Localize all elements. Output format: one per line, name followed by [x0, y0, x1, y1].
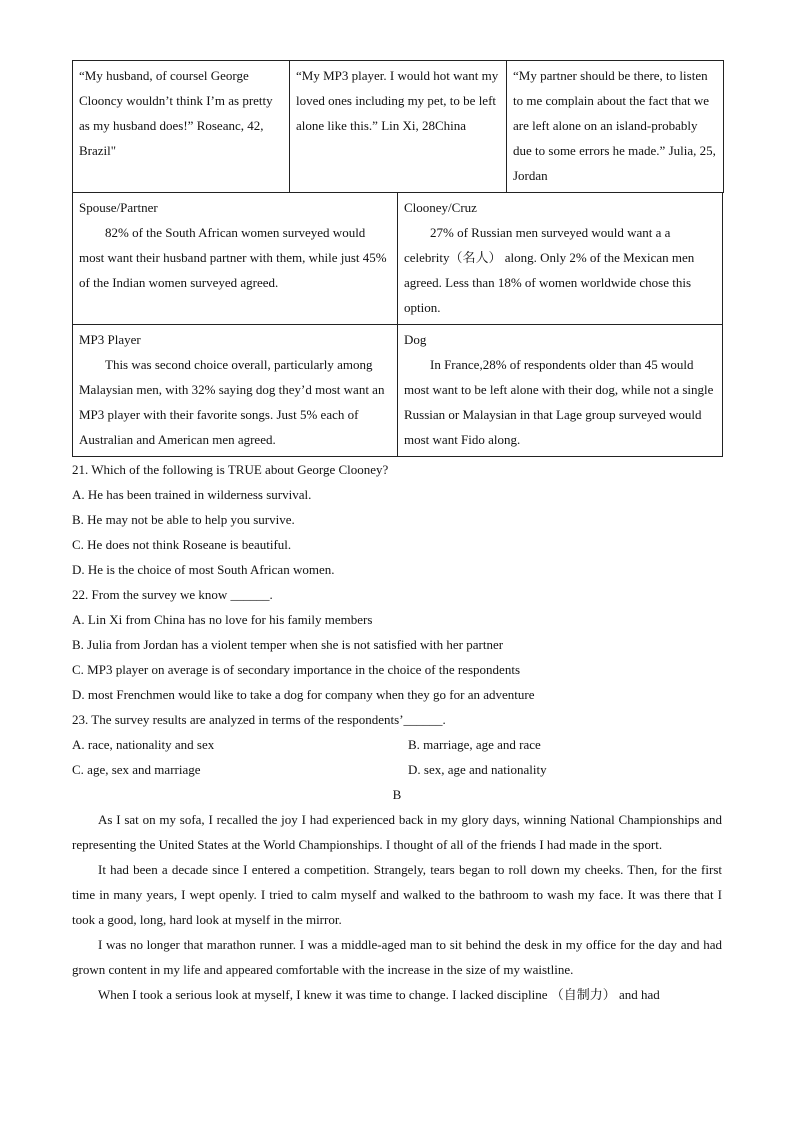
- option-d: D. sex, age and nationality: [408, 762, 547, 777]
- result-cell-dog: [398, 325, 723, 457]
- result-cell-clooney-cruz: [398, 193, 723, 325]
- option-b: B. marriage, age and race: [408, 737, 541, 752]
- passage-paragraph: It had been a decade since I entered a competition. Strangely, tears began to roll down my cheeks. Then, for the first time in many years, I wept openly. I tried to calm myself and walked to the bathroom to wash my face. It was there that I took a good, long, hard look at myself in the mirror.: [72, 862, 722, 927]
- result-cell-mp3-player: [73, 325, 398, 457]
- question-stem: 21. Which of the following is TRUE about George Clooney?: [72, 462, 389, 477]
- option-a: A. Lin Xi from China has no love for his family members: [72, 612, 373, 627]
- section-b-heading: B: [392, 787, 402, 802]
- question-23: [72, 707, 722, 782]
- survey-quotes-table: [72, 60, 724, 193]
- option-b: B. Julia from Jordan has a violent temper when she is not satisfied with her partner: [72, 637, 504, 652]
- option-a: A. race, nationality and sex: [72, 737, 215, 752]
- cell-heading: Spouse/Partner: [79, 200, 158, 215]
- option-c: C. He does not think Roseane is beautiful.: [72, 537, 292, 552]
- cell-heading: Clooney/Cruz: [404, 200, 477, 215]
- option-b: B. He may not be able to help you survive.: [72, 512, 295, 527]
- cell-heading: Dog: [404, 332, 427, 347]
- cell-body: In France,28% of respondents older than 45 would most want to be left alone with their dog, while not a single Russian or Malaysian in that Lage group surveyed would most want Fido along.: [404, 357, 714, 447]
- question-stem: 22. From the survey we know ______.: [72, 587, 273, 602]
- option-d: D. He is the choice of most South African women.: [72, 562, 335, 577]
- cell-body: 27% of Russian men surveyed would want a a celebrity（名人） along. Only 2% of the Mexican men agreed. Less than 18% of women worldwide chose this option.: [404, 225, 695, 315]
- quote-text: “My partner should be there, to listen to me complain about the fact that we are left alone on an island-probably due to some errors he made.” Julia, 25, Jordan: [513, 68, 716, 183]
- question-21: [72, 457, 722, 582]
- cell-body: This was second choice overall, particularly among Malaysian men, with 32% saying dog they’d most want an MP3 player with their favorite songs. Just 5% each of Australian and American men agreed.: [79, 357, 385, 447]
- passage-paragraph: As I sat on my sofa, I recalled the joy I had experienced back in my glory days, winning National Championships and representing the United States at the World Championships. I thought of all of the friends I had made in the sport.: [72, 812, 722, 852]
- quote-cell-julia: [507, 61, 724, 193]
- result-cell-spouse-partner: [73, 193, 398, 325]
- survey-results-table: [72, 192, 723, 457]
- option-c: C. MP3 player on average is of secondary importance in the choice of the respondents: [72, 662, 520, 677]
- quote-cell-lin-xi: [290, 61, 507, 193]
- passage-b: [72, 807, 722, 1007]
- document-page: [72, 60, 722, 1007]
- options-row: [72, 732, 722, 757]
- options-row: [72, 757, 722, 782]
- quote-text: “My MP3 player. I would hot want my loved ones including my pet, to be left alone like this.” Lin Xi, 28China: [296, 68, 499, 133]
- quote-text: “My husband, of coursel George Clooncy wouldn’t think I’m as pretty as my husband does!” Roseanc, 42, Brazil": [79, 68, 273, 158]
- question-22: [72, 582, 722, 707]
- question-stem: 23. The survey results are analyzed in terms of the respondents’______.: [72, 712, 446, 727]
- option-a: A. He has been trained in wilderness survival.: [72, 487, 312, 502]
- option-c: C. age, sex and marriage: [72, 762, 201, 777]
- cell-heading: MP3 Player: [79, 332, 141, 347]
- passage-paragraph: When I took a serious look at myself, I knew it was time to change. I lacked discipline （自制力） and had: [98, 987, 660, 1002]
- option-d: D. most Frenchmen would like to take a dog for company when they go for an adventure: [72, 687, 535, 702]
- cell-body: 82% of the South African women surveyed would most want their husband partner with them, while just 45% of the Indian women surveyed agreed.: [79, 225, 387, 290]
- passage-paragraph: I was no longer that marathon runner. I was a middle-aged man to sit behind the desk in my office for the day and had grown content in my life and appeared comfortable with the increase in the size of my waistline.: [72, 937, 722, 977]
- quote-cell-roseane: [73, 61, 290, 193]
